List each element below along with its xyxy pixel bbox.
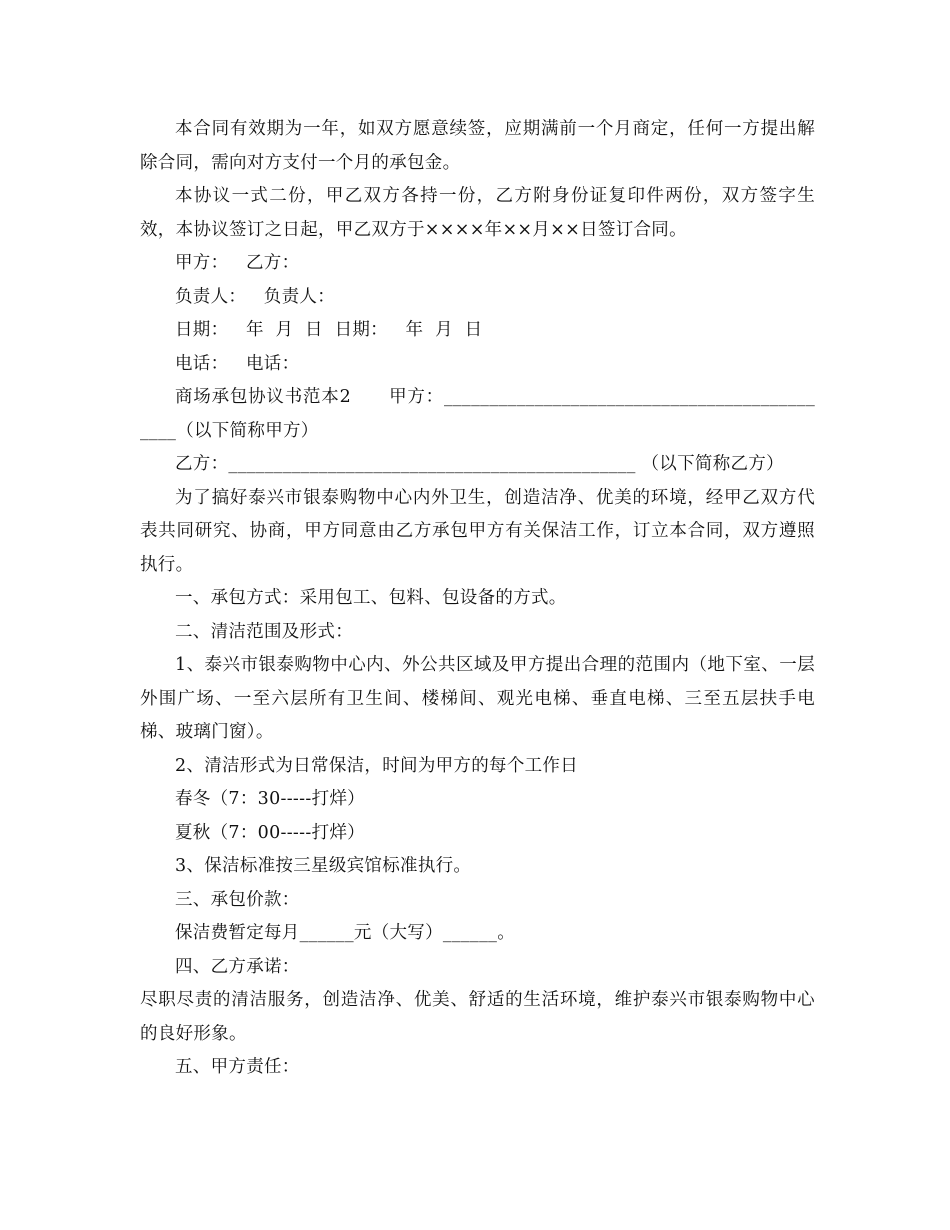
section-2-item-2: 2、清洁形式为日常保洁，时间为甲方的每个工作日 [175,755,579,776]
paragraph-validity-term: 本合同有效期为一年，如双方愿意续签，应期满前一个月商定，任何一方提出解除合同，需向对方支付一个月的承包金。 [140,119,815,173]
section-1-contract-method: 一、承包方式：采用包工、包料、包设备的方式。 [175,588,567,608]
sample-2-party-a-line: 商场承包协议书范本2 甲方：_________________________________________ ____（以下简称甲方） [140,387,821,441]
party-b-line: 乙方：_____________________________________________ （以下简称乙方） [175,454,784,474]
document-body [140,113,821,1085]
section-2-item-1: 1、泰兴市银泰购物中心内、外公共区域及甲方提出合理的范围内（地下室、一层外围广场、一至六层所有卫生间、楼梯间、观光电梯、垂直电梯、三至五层扶手电梯、玻璃门窗）。 [140,655,815,742]
section-2-item-3: 3、保洁标准按三星级宾馆标准执行。 [175,856,472,876]
section-2-heading: 二、清洁范围及形式： [175,621,353,642]
signature-phone-line: 电话： 电话： [175,353,300,374]
signature-responsible-line: 负责人： 负责人： [175,286,335,307]
section-3-heading: 三、承包价款： [175,889,300,910]
schedule-summer-autumn: 夏秋（7：00-----打烊） [175,822,365,843]
paragraph-copies: 本协议一式二份，甲乙双方各持一份，乙方附身份证复印件两份，双方签字生效，本协议签订之日起，甲乙双方于××××年××月××日签订合同。 [140,186,815,240]
section-4-heading: 四、乙方承诺： [175,956,300,977]
signature-date-line: 日期： 年 月 日 日期： 年 月 日 [175,320,483,340]
schedule-spring-winter: 春冬（7：30-----打烊） [175,789,365,809]
signature-party-line: 甲方： 乙方： [175,253,300,273]
section-4-content: 尽职尽责的清洁服务，创造洁净、优美、舒适的生活环境，维护泰兴市银泰购物中心的良好形象。 [140,990,815,1044]
paragraph-preamble: 为了搞好泰兴市银泰购物中心内外卫生，创造洁净、优美的环境，经甲乙双方代表共同研究、协商，甲方同意由乙方承包甲方有关保洁工作，订立本合同，双方遵照执行。 [140,487,815,575]
section-5-heading: 五、甲方责任： [175,1057,300,1077]
section-3-fee-line: 保洁费暂定每月______元（大写）______。 [175,923,515,943]
